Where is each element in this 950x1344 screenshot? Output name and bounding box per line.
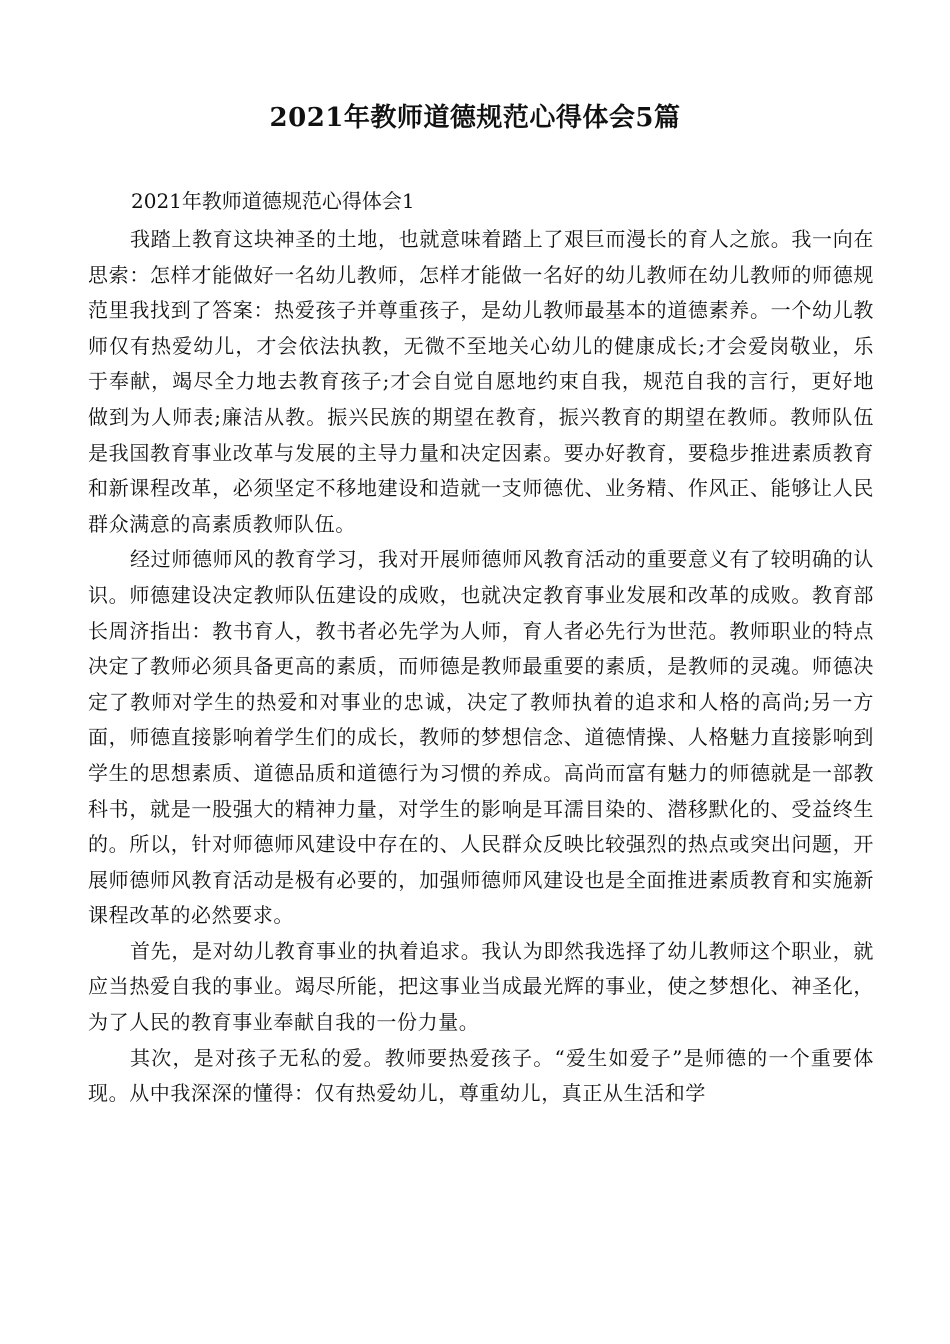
document-title: 2021年教师道德规范心得体会5篇 (269, 103, 681, 133)
paragraph-3: 首先，是对幼儿教育事业的执着追求。我认为即然我选择了幼儿教师这个职业，就应当热爱自我的事业。竭尽所能，把这事业当成最光辉的事业，使之梦想化、神圣化，为了人民的教育事业奉献自我的一份力量。 (88, 938, 874, 1035)
paragraph-1: 我踏上教育这块神圣的土地，也就意味着踏上了艰巨而漫长的育人之旅。我一向在思索：怎样才能做好一名幼儿教师，怎样才能做一名好的幼儿教师在幼儿教师的师德规范里我找到了答案：热爱孩子并尊重孩子，是幼儿教师最基本的道德素养。一个幼儿教师仅有热爱幼儿，才会依法执教，无微不至地关心幼儿的健康成长;才会爱岗敬业，乐于奉献，竭尽全力地去教育孩子;才会自觉自愿地约束自我，规范自我的言行，更好地做到为人师表;廉洁从教。振兴民族的期望在教育，振兴教育的期望在教师。教师队伍是我国教育事业改革与发展的主导力量和决定因素。要办好教育，要稳步推进素质教育和新课程改革，必须坚定不移地建设和造就一支师德优、业务精、作风正、能够让人民群众满意的高素质教师队伍。 (88, 227, 874, 536)
paragraph-4: 其次，是对孩子无私的爱。教师要热爱孩子。“爱生如爱子”是师德的一个重要体现。从中我深深的懂得：仅有热爱幼儿，尊重幼儿，真正从生活和学 (88, 1045, 874, 1106)
paragraph-2: 经过师德师风的教育学习，我对开展师德师风教育活动的重要意义有了较明确的认识。师德建设决定教师队伍建设的成败，也就决定教育事业发展和改革的成败。教育部长周济指出：教书育人，教书者必先学为人师，育人者必先行为世范。教师职业的特点决定了教师必须具备更高的素质，而师德是教师最重要的素质，是教师的灵魂。师德决定了教师对学生的热爱和对事业的忠诚，决定了教师执着的追求和人格的高尚;另一方面，师德直接影响着学生们的成长，教师的梦想信念、道德情操、人格魅力直接影响到学生的思想素质、道德品质和道德行为习惯的养成。高尚而富有魅力的师德就是一部教科书，就是一股强大的精神力量，对学生的影响是耳濡目染的、潜移默化的、受益终生的。所以，针对师德师风建设中存在的、人民群众反映比较强烈的热点或突出问题，开展师德师风教育活动是极有必要的，加强师德师风建设也是全面推进素质教育和实施新课程改革的必然要求。 (88, 547, 874, 928)
document-body (88, 222, 874, 1112)
section-heading: 2021年教师道德规范心得体会1 (131, 189, 415, 213)
